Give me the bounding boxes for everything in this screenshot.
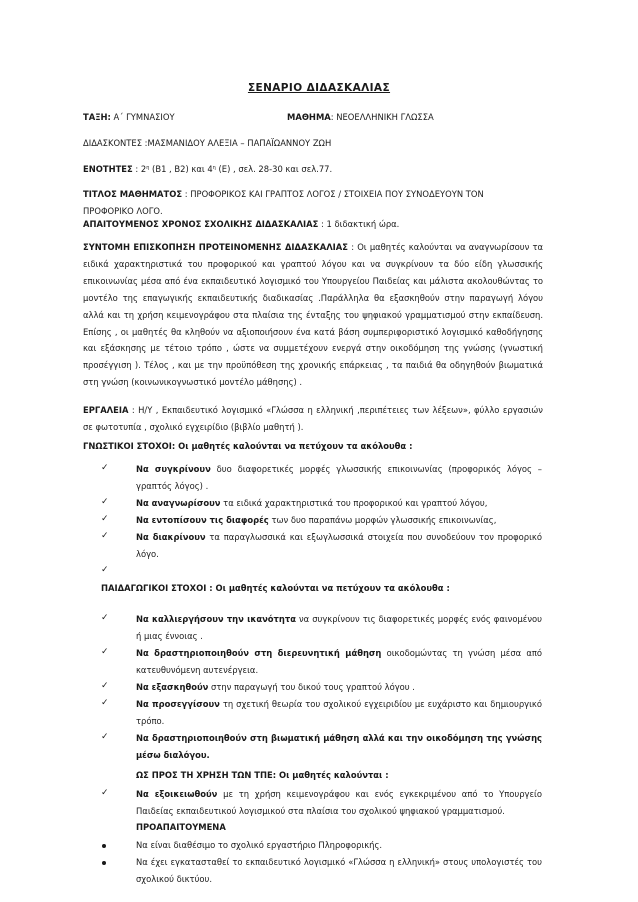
check-icon: ✓ [101, 681, 109, 691]
class-line [83, 112, 175, 122]
list-item [136, 512, 542, 529]
list-item [136, 786, 542, 820]
time-line [83, 219, 399, 229]
lesson-title-line2: ΠΡΟΦΟΡΙΚΟ ΛΟΓΟ. [83, 205, 163, 216]
list-item [136, 645, 542, 679]
item-text: των δυο παραπάνω μορφών γλωσσικής επικοινωνίας, [268, 515, 497, 525]
units-sup2: η [212, 165, 216, 171]
units-part1: : 2 [132, 164, 147, 174]
tools-text: : Η/Υ , Εκπαιδευτικό λογισμικό «Γλώσσα η ελληνική ,περιπέτειες των λέξεων», φύλλο εργασιών σε φωτοτυπία , σχολικό εγχειρίδιο (βιβλίο μαθητή ). [83, 405, 543, 432]
overview-text: : Οι μαθητές καλούνται να αναγνωρίσουν τα ειδικά χαρακτηριστικά του προφορικού και γραπτού λόγου και να συγκρίνουν τα δύο είδη γλωσσικής επικοινωνίας μέσα από ένα εκπαιδευτικό λογισμικό του Υπουργείου Παιδείας και μάλιστα ακολουθώντας το μοντέλο της επαγωγικής εκπαιδευτικής διαδικασίας .Παράλληλα θα εξασκηθούν στην παραγωγή λόγου αλλά και τη χρήση κειμενογράφου στα πλαίσια της ένταξης του ψηφιακού γραμματισμού στην εκπαίδευση. Επίσης , οι μαθητές θα κληθούν να αξιοποιήσουν ένα κατά βάση συμπεριφοριστικό λογισμικό καθοδήγησης και εξάσκησης με τέτοιο τρόπο , ώστε να συμμετέχουν ενεργά στην οικοδόμηση της γνώσης (γνωστική προσέγγιση ). Τέλος , και με την προϋπόθεση της χρονικής επάρκειας , τα παιδιά θα οδηγηθούν βιωματικά στη γνώση (κοινωνικογνωστικό μοντέλο μάθησης) . [83, 242, 544, 388]
class-label: ΤΑΞΗ: [83, 112, 111, 122]
tools-paragraph [83, 402, 543, 436]
item-bold: Να δραστηριοποιηθούν στη διερευνητική μάθηση [136, 648, 382, 658]
units-label: ΕΝΟΤΗΤΕΣ [83, 164, 133, 174]
subject-line [287, 112, 434, 122]
check-icon: ✓ [101, 565, 109, 575]
item-text: οικοδομώντας τη γνώση μέσα από κατευθυνόμενη αυτενέργεια. [136, 648, 543, 675]
item-text: δυο διαφορετικές μορφές γλωσσικής επικοινωνίας (προφορικός λόγος – γραπτός λόγος) . [136, 464, 542, 491]
lesson-title-block [83, 186, 543, 220]
list-item [136, 696, 542, 730]
list-item [136, 611, 542, 645]
teachers-line: ΔΙΔΑΣΚΟΝΤΕΣ :ΜΑΣΜΑΝΙΔΟΥ ΑΛΕΞΙΑ – ΠΑΠΑΪΩΑΝΝΟΥ ΖΩΗ [83, 138, 332, 148]
item-text: τα παραγλωσσικά και εξωγλωσσικά στοιχεία που συνοδεύουν τον προφορικό λόγο. [136, 532, 542, 559]
subject-label: ΜΑΘΗΜΑ [287, 112, 331, 122]
list-item [136, 529, 542, 563]
document-title [0, 82, 638, 94]
item-bold: Να διακρίνουν [136, 532, 206, 542]
pedagogical-heading: ΠΑΙΔΑΓΩΓΙΚΟΙ ΣΤΟΧΟΙ : Οι μαθητές καλούνται να πετύχουν τα ακόλουθα : [101, 583, 450, 593]
subject-value: : ΝΕΟΕΛΛΗΝΙΚΗ ΓΛΩΣΣΑ [330, 112, 434, 122]
overview-paragraph [83, 239, 543, 391]
list-item: Να είναι διαθέσιμο το σχολικό εργαστήριο Πληροφορικής. [136, 840, 383, 850]
units-part3: (Ε) , σελ. 28-30 και σελ.77. [215, 164, 333, 174]
ict-heading: ΩΣ ΠΡΟΣ ΤΗ ΧΡΗΣΗ ΤΩΝ ΤΠΕ: Οι μαθητές καλούνται : [136, 770, 389, 780]
check-icon: ✓ [101, 463, 109, 473]
tools-label: ΕΡΓΑΛΕΙΑ [83, 405, 129, 415]
bullet-icon [102, 861, 106, 865]
class-value: Α΄ ΓΥΜΝΑΣΙΟΥ [113, 112, 175, 122]
time-label: ΑΠΑΙΤΟΥΜΕΝΟΣ ΧΡΟΝΟΣ ΣΧΟΛΙΚΗΣ ΔΙΔΑΣΚΑΛΙΑΣ [83, 219, 319, 229]
item-text: με τη χρήση κειμενογράφου και ενός εγκεκριμένου από το Υπουργείο Παιδείας εκπαιδευτικού λογισμικού στα πλαίσια του σχολικού ψηφιακού γραμματισμού. [136, 789, 543, 816]
overview-label: ΣΥΝΤΟΜΗ ΕΠΙΣΚΟΠΗΣΗ ΠΡΟΤΕΙΝΟΜΕΝΗΣ ΔΙΔΑΣΚΑΛΙΑΣ [83, 242, 349, 252]
item-bold: Να εξοικειωθούν [136, 789, 218, 799]
item-text: τη σχετική θεωρία του σχολικού εγχειριδίου με ευχάριστο και δημιουργικό τρόπο. [136, 699, 542, 726]
time-value: : 1 διδακτική ώρα. [318, 219, 400, 229]
units-sup1: η [146, 165, 150, 171]
check-icon: ✓ [101, 788, 109, 798]
list-item [136, 461, 542, 495]
cognitive-heading: ΓΝΩΣΤΙΚΟΙ ΣΤΟΧΟΙ: Οι μαθητές καλούνται να πετύχουν τα ακόλουθα : [83, 441, 413, 451]
item-text: τα ειδικά χαρακτηριστικά του προφορικού και γραπτού λόγου, [220, 498, 488, 508]
check-icon: ✓ [101, 497, 109, 507]
item-text: στην παραγωγή του δικού τους γραπτού λόγου . [208, 682, 415, 692]
lesson-title-line1: : ΠΡΟΦΟΡΙΚΟΣ ΚΑΙ ΓΡΑΠΤΟΣ ΛΟΓΟΣ / ΣΤΟΙΧΕΙΑ ΠΟΥ ΣΥΝΟΔΕΥΟΥΝ ΤΟΝ [182, 189, 484, 199]
check-icon: ✓ [101, 647, 109, 657]
item-bold: Να δραστηριοποιηθούν στη βιωματική μάθηση αλλά και την οικοδόμηση της γνώσης μέσω διαλόγου. [136, 733, 542, 760]
list-item [136, 495, 542, 512]
check-icon: ✓ [101, 732, 109, 742]
list-item: Να έχει εγκατασταθεί το εκπαιδευτικό λογισμικό «Γλώσσα η ελληνική» στους υπολογιστές του σχολικού δικτύου. [136, 857, 542, 884]
item-bold: Να εξασκηθούν [136, 682, 209, 692]
units-part2: (Β1 , Β2) και 4 [149, 164, 213, 174]
prerequisites-heading: ΠΡΟΑΠΑΙΤΟΥΜΕΝΑ [136, 822, 226, 832]
list-item [136, 730, 542, 764]
lesson-title-label: ΤΙΤΛΟΣ ΜΑΘΗΜΑΤΟΣ [83, 189, 183, 199]
item-text: να συγκρίνουν τις διαφορετικές μορφές ενός φαινομένου ή μιας έννοιας . [136, 614, 542, 641]
item-bold: Να εντοπίσουν τις διαφορές [136, 515, 269, 525]
check-icon: ✓ [101, 514, 109, 524]
check-icon: ✓ [101, 698, 109, 708]
check-icon: ✓ [101, 613, 109, 623]
list-item [136, 679, 542, 696]
title-text: ΣΕΝΑΡΙΟ ΔΙΔΑΣΚΑΛΙΑΣ [247, 82, 391, 94]
units-line [83, 164, 332, 174]
item-bold: Να αναγνωρίσουν [136, 498, 221, 508]
item-bold: Να καλλιεργήσουν την ικανότητα [136, 614, 296, 624]
item-bold: Να προσεγγίσουν [136, 699, 220, 709]
check-icon: ✓ [101, 531, 109, 541]
item-bold: Να συγκρίνουν [136, 464, 211, 474]
bullet-icon [102, 844, 106, 848]
